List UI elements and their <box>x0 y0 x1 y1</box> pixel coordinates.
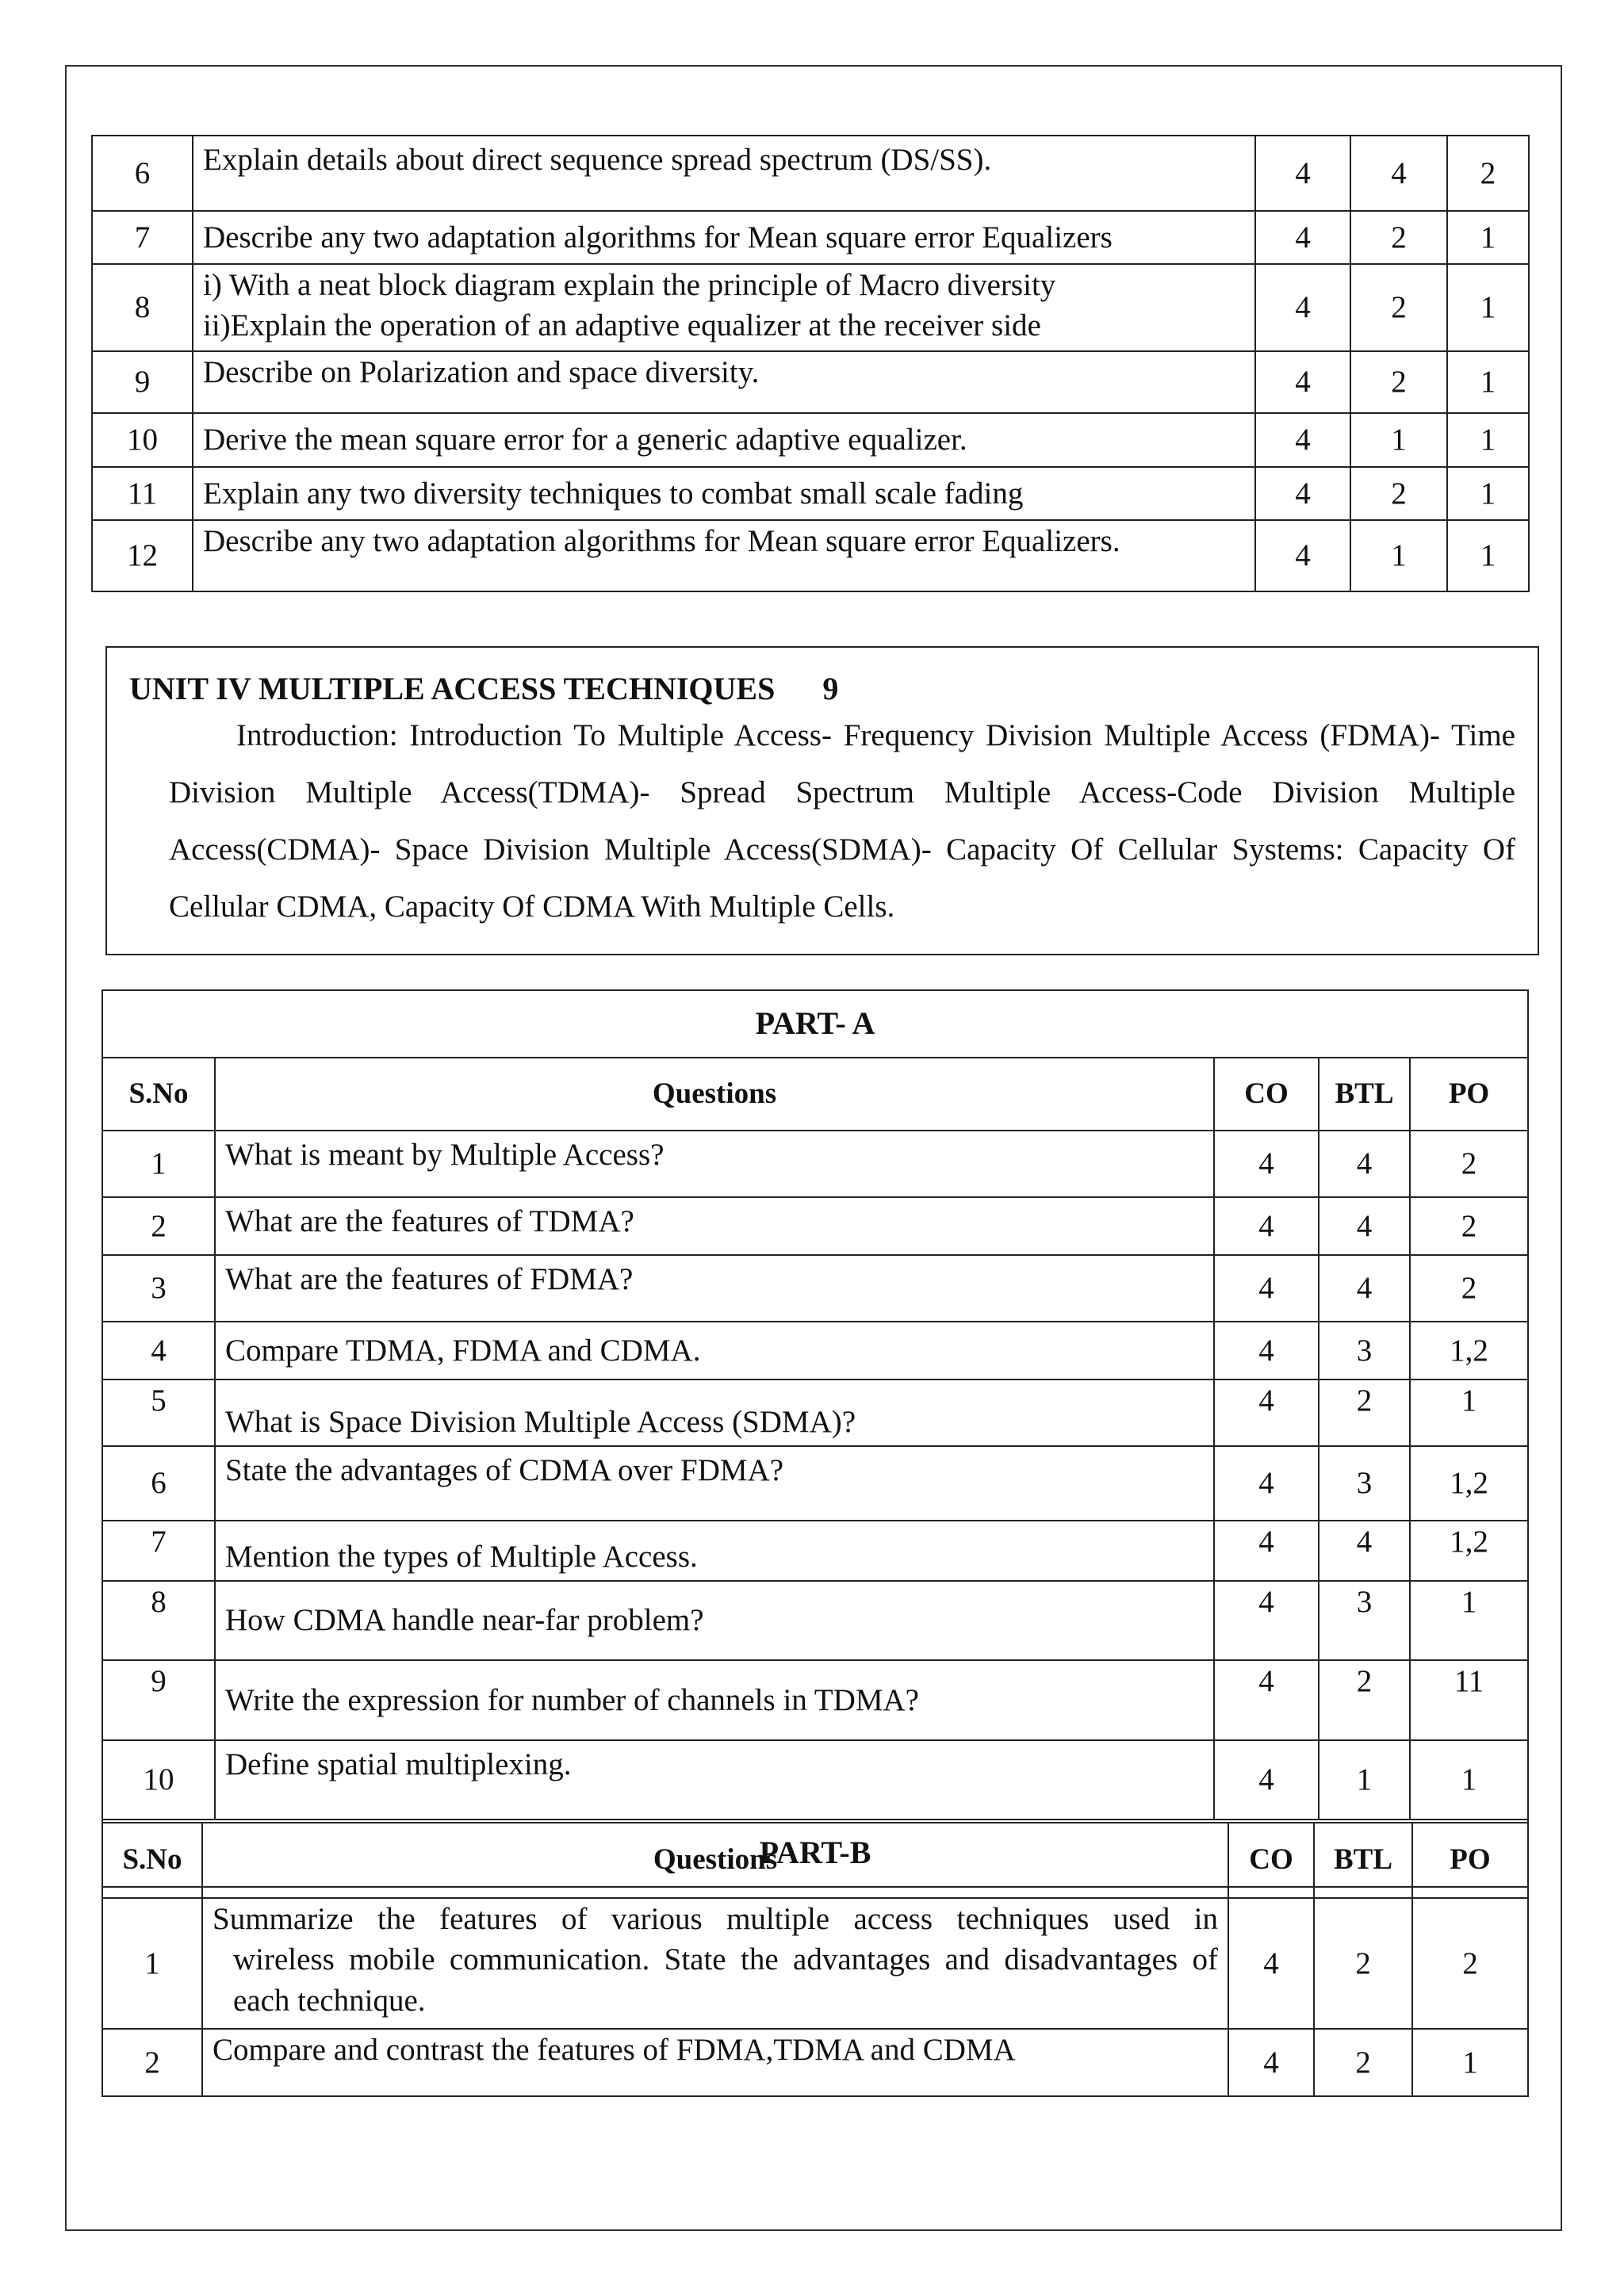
sno-cell: 5 <box>102 1380 215 1446</box>
question-cell <box>193 264 1255 351</box>
sno-cell: 8 <box>92 264 193 351</box>
co-header: CO <box>1228 1823 1314 1898</box>
question-cell: Derive the mean square error for a generic adaptive equalizer. <box>193 413 1255 467</box>
po-cell: 2 <box>1410 1255 1528 1322</box>
question-cell: What is meant by Multiple Access? <box>215 1131 1214 1197</box>
co-cell: 4 <box>1214 1380 1319 1446</box>
table-row <box>102 1581 1528 1660</box>
table-row <box>102 1898 1528 2029</box>
question-cell: Explain details about direct sequence spread spectrum (DS/SS). <box>193 136 1255 211</box>
question-cell: Describe any two adaptation algorithms for Mean square error Equalizers. <box>193 520 1255 591</box>
sno-cell: 4 <box>102 1322 215 1380</box>
table-row <box>92 520 1529 591</box>
po-cell: 1,2 <box>1410 1521 1528 1581</box>
po-cell: 2 <box>1410 1197 1528 1255</box>
unit-description: Introduction: Introduction To Multiple Access- Frequency Division Multiple Access (FDMA)- Time Division Multiple Access(TDMA)- Spread Spectrum Multiple Access-Code Division Multiple Access(CDMA)- Space Division Multiple Access(SDMA)- Capacity Of Cellular Systems: Capacity Of Cellular CDMA, Capacity Of CDMA With Multiple Cells. <box>169 718 1515 924</box>
questions-header: Questions <box>215 1058 1214 1131</box>
table-row <box>92 351 1529 413</box>
btl-cell: 3 <box>1319 1446 1410 1521</box>
unit-syllabus-box <box>105 646 1539 955</box>
part-a-title: PART- A <box>102 990 1528 1058</box>
sno-cell: 11 <box>92 467 193 520</box>
sno-cell: 10 <box>92 413 193 467</box>
btl-cell: 1 <box>1350 520 1447 591</box>
question-cell: What is Space Division Multiple Access (SDMA)? <box>215 1380 1214 1446</box>
sno-cell: 6 <box>92 136 193 211</box>
btl-cell: 2 <box>1350 264 1447 351</box>
sno-cell: 7 <box>92 211 193 264</box>
unit-title <box>129 670 1515 707</box>
table-row <box>92 211 1529 264</box>
po-cell: 1 <box>1447 211 1529 264</box>
po-cell: 1 <box>1412 2029 1528 2096</box>
question-cell: How CDMA handle near-far problem? <box>215 1581 1214 1660</box>
po-cell: 1 <box>1410 1380 1528 1446</box>
unit-iii-questions-table <box>91 135 1530 592</box>
co-cell: 4 <box>1255 413 1350 467</box>
question-cell: What are the features of FDMA? <box>215 1255 1214 1322</box>
question-line-2: ii)Explain the operation of an adaptive equalizer at the receiver side <box>203 308 1041 343</box>
po-cell: 1 <box>1410 1740 1528 1820</box>
table-row <box>102 1446 1528 1521</box>
question-cell: Describe on Polarization and space diversity. <box>193 351 1255 413</box>
po-header: PO <box>1410 1058 1528 1131</box>
co-cell: 4 <box>1255 351 1350 413</box>
table-row <box>102 1740 1528 1820</box>
sno-cell: 1 <box>102 1131 215 1197</box>
question-cell: State the advantages of CDMA over FDMA? <box>215 1446 1214 1521</box>
question-line-rest: wireless mobile communication. State the advantages and disadvantages of each technique. <box>233 1942 1218 2018</box>
btl-cell: 4 <box>1319 1197 1410 1255</box>
co-cell: 4 <box>1214 1740 1319 1820</box>
sno-cell: 3 <box>102 1255 215 1322</box>
table-row <box>102 1660 1528 1740</box>
table-row <box>92 467 1529 520</box>
table-row <box>102 1255 1528 1322</box>
co-cell: 4 <box>1214 1131 1319 1197</box>
table-row <box>102 1380 1528 1446</box>
sno-cell: 2 <box>102 2029 202 2096</box>
po-cell: 1 <box>1447 351 1529 413</box>
sno-cell: 1 <box>102 1898 202 2029</box>
po-cell: 1 <box>1447 467 1529 520</box>
co-cell: 4 <box>1255 520 1350 591</box>
btl-cell: 2 <box>1350 211 1447 264</box>
btl-header: BTL <box>1314 1823 1412 1898</box>
po-cell: 1,2 <box>1410 1322 1528 1380</box>
question-cell: Mention the types of Multiple Access. <box>215 1521 1214 1581</box>
co-cell: 4 <box>1214 1255 1319 1322</box>
question-cell: Compare TDMA, FDMA and CDMA. <box>215 1322 1214 1380</box>
sno-cell: 8 <box>102 1581 215 1660</box>
sno-header: S.No <box>102 1823 202 1898</box>
co-cell: 4 <box>1214 1521 1319 1581</box>
question-line-1: Summarize the features of various multiple access techniques used in <box>213 1902 1218 1936</box>
co-cell: 4 <box>1214 1581 1319 1660</box>
co-header: CO <box>1214 1058 1319 1131</box>
btl-cell: 4 <box>1319 1255 1410 1322</box>
sno-cell: 6 <box>102 1446 215 1521</box>
table-row <box>102 2029 1528 2096</box>
question-cell: Explain any two diversity techniques to combat small scale fading <box>193 467 1255 520</box>
co-cell: 4 <box>1255 264 1350 351</box>
table-row <box>102 1322 1528 1380</box>
btl-cell: 3 <box>1319 1322 1410 1380</box>
btl-cell: 2 <box>1350 467 1447 520</box>
table-row <box>92 136 1529 211</box>
part-b-table <box>102 1822 1529 2097</box>
question-cell: Define spatial multiplexing. <box>215 1740 1214 1820</box>
co-cell: 4 <box>1214 1322 1319 1380</box>
co-cell: 4 <box>1255 211 1350 264</box>
co-cell: 4 <box>1214 1197 1319 1255</box>
table-row <box>102 1131 1528 1197</box>
sno-cell: 9 <box>92 351 193 413</box>
btl-cell: 2 <box>1319 1380 1410 1446</box>
table-row <box>92 413 1529 467</box>
co-cell: 4 <box>1214 1660 1319 1740</box>
question-cell: Write the expression for number of channels in TDMA? <box>215 1660 1214 1740</box>
btl-cell: 3 <box>1319 1581 1410 1660</box>
question-cell: Compare and contrast the features of FDMA,TDMA and CDMA <box>202 2029 1228 2096</box>
unit-title-text: UNIT IV MULTIPLE ACCESS TECHNIQUES <box>129 671 776 706</box>
sno-cell: 9 <box>102 1660 215 1740</box>
part-b-title: PART-B <box>102 1820 1528 1887</box>
po-cell: 2 <box>1447 136 1529 211</box>
sno-cell: 10 <box>102 1740 215 1820</box>
question-cell <box>202 1898 1228 2029</box>
unit-hours: 9 <box>822 671 839 706</box>
header-row <box>102 1058 1528 1131</box>
questions-header: Questions <box>202 1823 1228 1898</box>
btl-cell: 2 <box>1319 1660 1410 1740</box>
btl-header: BTL <box>1319 1058 1410 1131</box>
btl-cell: 2 <box>1314 2029 1412 2096</box>
question-cell: What are the features of TDMA? <box>215 1197 1214 1255</box>
table-row <box>102 1197 1528 1255</box>
co-cell: 4 <box>1214 1446 1319 1521</box>
po-cell: 1 <box>1410 1581 1528 1660</box>
po-cell: 2 <box>1410 1131 1528 1197</box>
table-row <box>102 1521 1528 1581</box>
question-cell: Describe any two adaptation algorithms for Mean square error Equalizers <box>193 211 1255 264</box>
sno-cell: 12 <box>92 520 193 591</box>
part-a-table <box>102 989 1529 1888</box>
sno-cell: 2 <box>102 1197 215 1255</box>
po-cell: 1 <box>1447 413 1529 467</box>
btl-cell: 2 <box>1350 351 1447 413</box>
btl-cell: 1 <box>1319 1740 1410 1820</box>
sno-header: S.No <box>102 1058 215 1131</box>
btl-cell: 4 <box>1350 136 1447 211</box>
table-row <box>92 264 1529 351</box>
question-line-1: i) With a neat block diagram explain the principle of Macro diversity <box>203 268 1056 302</box>
btl-cell: 4 <box>1319 1521 1410 1581</box>
po-header: PO <box>1412 1823 1528 1898</box>
header-row <box>102 1823 1528 1898</box>
co-cell: 4 <box>1228 1898 1314 2029</box>
co-cell: 4 <box>1255 136 1350 211</box>
co-cell: 4 <box>1228 2029 1314 2096</box>
po-cell: 2 <box>1412 1898 1528 2029</box>
btl-cell: 1 <box>1350 413 1447 467</box>
btl-cell: 2 <box>1314 1898 1412 2029</box>
po-cell: 11 <box>1410 1660 1528 1740</box>
btl-cell: 4 <box>1319 1131 1410 1197</box>
po-cell: 1 <box>1447 520 1529 591</box>
po-cell: 1 <box>1447 264 1529 351</box>
po-cell: 1,2 <box>1410 1446 1528 1521</box>
co-cell: 4 <box>1255 467 1350 520</box>
sno-cell: 7 <box>102 1521 215 1581</box>
